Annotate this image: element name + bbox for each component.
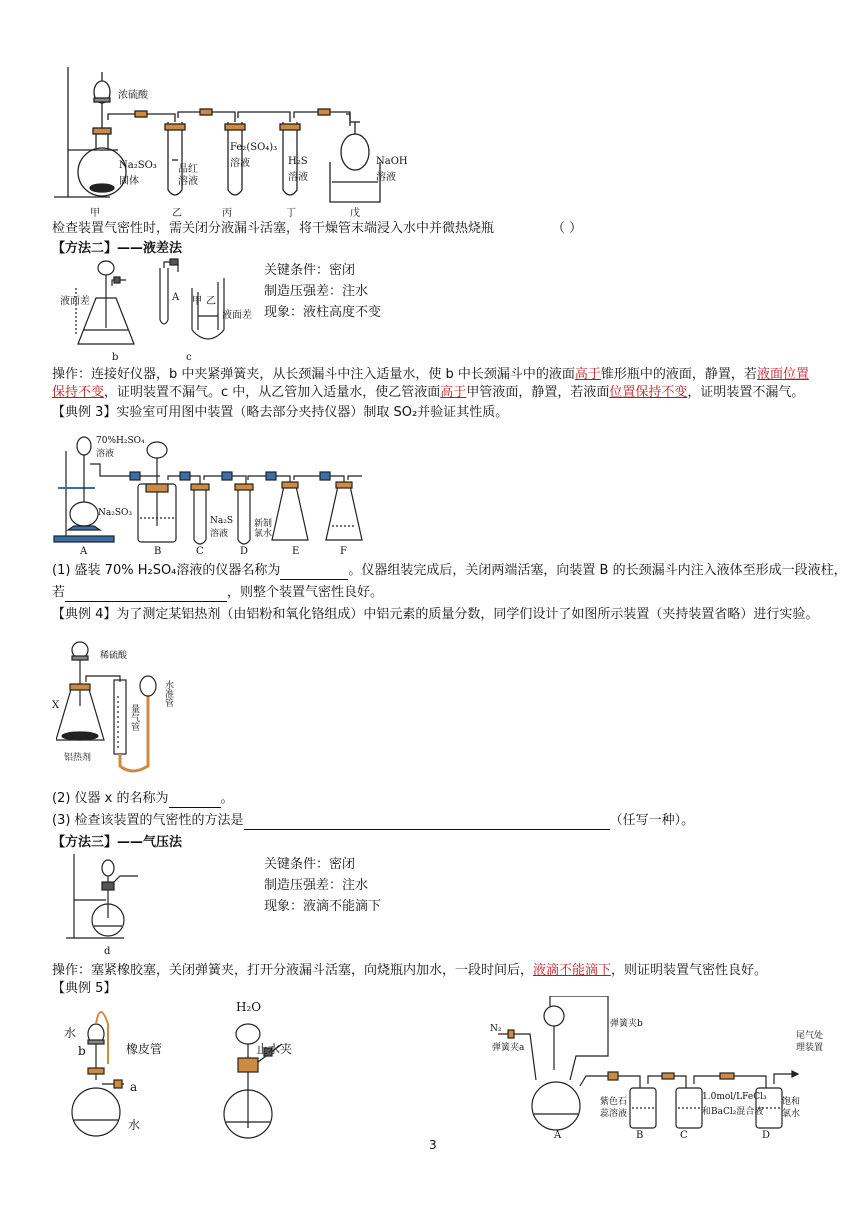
figure-air-pressure xyxy=(64,852,154,952)
label-fig5-B1: 紫色石 xyxy=(600,1097,628,1107)
op2-p5: ，证明装置不漏气。 xyxy=(687,385,805,400)
op2-p4: 甲管液面，静置，若液面 xyxy=(466,385,610,400)
q1-d: ，则整个装置气密性良好。 xyxy=(227,585,384,600)
label-fig3-c1: Na₂S xyxy=(210,516,234,526)
label-fig4-tube1: 量气管 xyxy=(129,704,139,731)
label-fig4-x: X xyxy=(52,700,60,711)
label-fig3-d1: 新制 xyxy=(254,519,273,529)
label-d2: 溶液 xyxy=(288,172,308,183)
q1-a: (1) 盛装 70% H₂SO₄溶液的仪器名称为 xyxy=(52,563,281,578)
q2-blank[interactable] xyxy=(169,793,221,808)
example-4-title: 【典例 4】为了测定某铝热剂（由铝粉和氧化铬组成）中铝元素的质量分数，同学们设计了如图所示装置（夹持装置省略）进行实验。 xyxy=(52,607,819,622)
label-fig3-E: E xyxy=(292,546,300,557)
method3-phen: 现象：液滴不能滴下 xyxy=(264,899,382,914)
operation-2-line2 xyxy=(52,384,804,402)
method3-title: 【方法三】——气压法 xyxy=(52,835,183,850)
q3-blank[interactable] xyxy=(244,815,610,830)
op2-p3: ，证明装置不漏气。c 中，从乙管加入适量水，使乙管液面 xyxy=(104,385,441,400)
q1-blank-1[interactable] xyxy=(280,565,348,580)
op3-p1: 操作：塞紧橡胶塞，关闭弹簧夹，打开分液漏斗活塞，向烧瓶内加水，一段时间后， xyxy=(52,963,534,978)
page-number: 3 xyxy=(429,1138,437,1152)
label-d1: H₂S xyxy=(288,156,308,167)
label-b1: 品红 xyxy=(178,164,198,175)
question-1-line2 xyxy=(52,584,383,602)
label-wu: 戊 xyxy=(350,208,360,219)
op2-p2: 锥形瓶中的液面，静置，若 xyxy=(600,367,757,382)
label-fig5-a: a xyxy=(130,1080,138,1094)
figure-example-5-right xyxy=(490,996,820,1136)
label-fig5-B: B xyxy=(636,1130,644,1141)
op3-p2: ，则证明装置气密性良好。 xyxy=(611,963,768,978)
label-fig3-d2: 氯水 xyxy=(254,529,273,539)
label-fig4-agent: 铝热剂 xyxy=(64,753,92,763)
label-fig3-D: D xyxy=(240,546,249,557)
label-fig5-clamp-b: 弹簧夹b xyxy=(610,1019,643,1029)
label-fig5-h2o: H₂O xyxy=(236,1000,262,1014)
operation-3 xyxy=(52,962,767,980)
label-fig4-tube2: 水准管 xyxy=(163,680,173,707)
q1-c: 若 xyxy=(52,585,66,600)
label-tube-a: A xyxy=(172,292,180,303)
label-fig5-D: D xyxy=(762,1130,771,1141)
label-fig5-B2: 蕊溶液 xyxy=(600,1109,628,1119)
label-fig5-clamp: 止水夹 xyxy=(256,1042,293,1056)
label-fig5-tail: 尾气处 xyxy=(796,1031,824,1041)
label-e1: NaOH xyxy=(376,156,408,167)
label-fig5-C: C xyxy=(680,1130,688,1141)
method2-phen: 现象：液柱高度不变 xyxy=(264,305,382,320)
method3-make: 制造压强差：注水 xyxy=(264,878,369,893)
q3-end: （任写一种）。 xyxy=(609,813,695,828)
label-fig3-c2: 溶液 xyxy=(210,529,229,539)
label-yi: 乙 xyxy=(172,208,182,219)
answer-paren: （ ） xyxy=(552,221,583,236)
label-fig5-tube: 橡皮管 xyxy=(126,1042,163,1056)
label-b2: 溶液 xyxy=(178,176,198,187)
question-3 xyxy=(52,812,694,830)
op2-r5: 位置保持不变 xyxy=(609,385,688,400)
method3-notes xyxy=(264,854,381,917)
method2-cond: 关键条件：密闭 xyxy=(264,263,356,278)
label-bing: 丙 xyxy=(222,208,232,219)
label-fig5-C1: 1.0mol/LFeCl₃ xyxy=(702,1092,767,1102)
example-3-title: 【典例 3】实验室可用图中装置（略去部分夹持仪器）制取 SO₂并验证其性质。 xyxy=(52,405,509,420)
label-liquid-diff: 液面差 xyxy=(60,296,90,307)
label-fig3-salt: Na₂SO₃ xyxy=(98,508,133,518)
label-reagent: Na₂SO₃ xyxy=(119,160,157,171)
label-fig3-acid: 70%H₂SO₄ xyxy=(96,436,145,446)
label-fig5-clamp-a: 弹簧夹a xyxy=(492,1043,525,1053)
label-fig5-C2: 和BaCl₂混合液 xyxy=(702,1107,764,1117)
label-fig5-n2: N₂ xyxy=(490,1024,502,1034)
question-line-1 xyxy=(52,220,582,238)
operation-2-line1 xyxy=(52,366,809,384)
op2-r4: 高于 xyxy=(440,385,467,400)
label-acid: 浓硫酸 xyxy=(118,90,148,101)
label-fig4-acid: 稀硫酸 xyxy=(100,651,128,661)
label-fig5-D2: 氯水 xyxy=(782,1109,801,1119)
label-fig3-F: F xyxy=(340,546,347,557)
q2-text: (2) 仪器 x 的名称为 xyxy=(52,791,169,806)
op3-r1: 液滴不能滴下 xyxy=(533,963,612,978)
line1-text: 检查装置气密性时，需关闭分液漏斗活塞，将干燥管末端浸入水中并微热烧瓶 xyxy=(52,221,495,236)
label-fig-c: c xyxy=(186,352,192,363)
q2-end: 。 xyxy=(220,791,234,806)
label-fig5-b: b xyxy=(78,1044,86,1058)
label-fig5-A: A xyxy=(554,1130,562,1141)
method2-make: 制造压强差：注水 xyxy=(264,284,369,299)
q1-b: 。仪器组装完成后，关闭两端活塞，向装置 B 的长颈漏斗内注入液体至形成一段液柱， xyxy=(348,563,847,578)
op2-r3: 保持不变 xyxy=(52,385,105,400)
label-fig5-tail2: 理装置 xyxy=(796,1043,824,1053)
method2-notes xyxy=(264,260,381,323)
label-c1: Fe₂(SO₄)₃ xyxy=(230,142,278,153)
label-c2: 溶液 xyxy=(230,158,250,169)
label-fig3-A: A xyxy=(80,546,88,557)
label-liquid-diff2: 液面差 xyxy=(222,310,252,321)
label-tube-yi: 乙 xyxy=(206,296,216,307)
question-2 xyxy=(52,790,234,808)
label-jia: 甲 xyxy=(90,208,100,219)
question-1-line1 xyxy=(52,562,847,580)
q1-blank-2[interactable] xyxy=(65,587,227,602)
q3-text: (3) 检查该装置的气密性的方法是 xyxy=(52,813,244,828)
op2-p1: 操作：连接好仪器，b 中夹紧弹簧夹，从长颈漏斗中注入适量水，使 b 中长颈漏斗中的液面 xyxy=(52,367,575,382)
label-tube-jia: 甲 xyxy=(192,296,202,307)
method3-cond: 关键条件：密闭 xyxy=(264,857,356,872)
label-e2: 溶液 xyxy=(376,172,396,183)
figure-so2-apparatus xyxy=(50,62,450,220)
label-fig3-acid2: 溶液 xyxy=(96,449,115,459)
label-reagent2: 固体 xyxy=(119,176,139,187)
label-fig5-D1: 饱和 xyxy=(782,1097,801,1107)
label-ding: 丁 xyxy=(286,208,296,219)
method2-title: 【方法二】——液差法 xyxy=(52,241,183,256)
label-fig3-C: C xyxy=(196,546,204,557)
label-fig-d: d xyxy=(104,946,111,957)
label-fig3-B: B xyxy=(154,546,162,557)
figure-example-5-left xyxy=(60,1004,320,1144)
label-fig-b: b xyxy=(112,352,119,363)
op2-r1: 高于 xyxy=(574,367,601,382)
example-5-title: 【典例 5】 xyxy=(52,981,117,996)
label-fig5-water: 水 xyxy=(64,1026,77,1040)
op2-r2: 液面位置 xyxy=(756,367,809,382)
label-fig5-water2: 水 xyxy=(128,1118,141,1132)
